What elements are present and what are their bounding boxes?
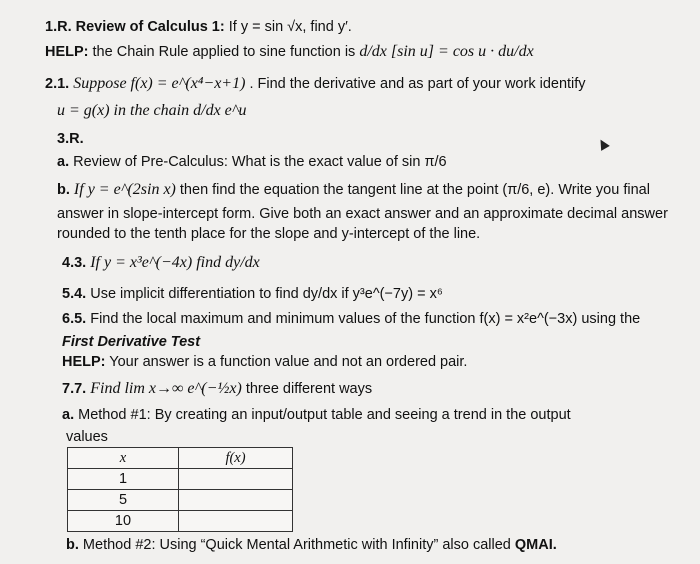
table-cell-x: 1 bbox=[68, 469, 179, 490]
help-chain-rule bbox=[45, 43, 534, 61]
first-derivative-test-label: First Derivative Test bbox=[62, 334, 201, 350]
table-cell-x: 5 bbox=[68, 490, 179, 511]
problem-text: Find the local maximum and minimum values of the function f(x) = x²e^(−3x) bbox=[90, 311, 578, 327]
table-cell-x: 10 bbox=[68, 511, 179, 532]
table-row bbox=[68, 511, 293, 532]
problem-2-1 bbox=[45, 75, 586, 93]
part-label: b. bbox=[66, 537, 79, 553]
table-cell-fx bbox=[179, 490, 293, 511]
problem-label: 2.1. bbox=[45, 76, 70, 92]
problem-label: 5.4. bbox=[62, 286, 87, 302]
help-text: the Chain Rule applied to sine function is bbox=[92, 44, 356, 60]
table-row bbox=[68, 469, 293, 490]
mouse-cursor-icon bbox=[596, 137, 610, 151]
help-function-value bbox=[62, 353, 467, 371]
problem-3r-b-line3: rounded to the tenth place for the slope and y-intercept of the line. bbox=[57, 226, 481, 242]
help-label: HELP: bbox=[45, 44, 89, 60]
problem-3r-b-line2: answer in slope-intercept form. Give both an exact answer and an approximate decimal answer bbox=[57, 206, 668, 222]
problem-text: Use implicit differentiation to find dy/dx if y³e^(−7y) = x⁶ bbox=[90, 286, 443, 302]
problem-text: If y = sin √x, find y′. bbox=[228, 19, 352, 35]
input-output-table bbox=[67, 447, 293, 532]
method-2 bbox=[66, 536, 557, 554]
function-definition: Suppose f(x) = e^(x⁴−x+1) bbox=[73, 75, 246, 92]
problem-label: 6.5. bbox=[62, 311, 87, 327]
method-text: Method #1: By creating an input/output table and seeing a trend in the output bbox=[78, 407, 571, 423]
problem-text: . Find the derivative and as part of your work identify bbox=[249, 76, 586, 92]
limit-expression: Find lim x→∞ e^(−½x) bbox=[90, 380, 242, 397]
problem-5-4 bbox=[62, 285, 443, 303]
problem-6-5 bbox=[62, 310, 640, 328]
problem-text: then find the equation the tangent line at the point (π/6, e). Write you final bbox=[179, 182, 650, 198]
problem-3r-a bbox=[57, 153, 447, 171]
part-label: b. bbox=[57, 182, 70, 198]
table-header-row bbox=[68, 448, 293, 469]
problem-text-tail: using the bbox=[581, 311, 641, 327]
problem-label: 4.3. bbox=[62, 255, 87, 271]
qmai-label: QMAI. bbox=[514, 537, 557, 553]
problem-3r-heading: 3.R. bbox=[57, 131, 84, 147]
u-equals-g-text: u = g(x) in the chain bbox=[57, 102, 190, 119]
table-row bbox=[68, 490, 293, 511]
help-text: Your answer is a function value and not an ordered pair. bbox=[109, 354, 468, 370]
part-label: a. bbox=[57, 154, 70, 170]
part-label: a. bbox=[62, 407, 75, 423]
function-definition: If y = e^(2sin x) bbox=[73, 181, 176, 198]
problem-4-3 bbox=[62, 254, 260, 272]
chain-formula: d/dx e^u bbox=[193, 102, 247, 119]
method-1 bbox=[62, 406, 571, 424]
method-text: Method #2: Using “Quick Mental Arithmetic with Infinity” also called bbox=[82, 537, 511, 553]
problem-text: Review of Pre-Calculus: What is the exact value of sin π/6 bbox=[73, 154, 447, 170]
problem-3r-b bbox=[57, 181, 650, 199]
method-1-continued: values bbox=[66, 429, 108, 445]
help-label: HELP: bbox=[62, 354, 106, 370]
problem-text: If y = x³e^(−4x) find dy/dx bbox=[90, 254, 260, 271]
table-header-x: x bbox=[68, 448, 179, 469]
problem-2-1-continued bbox=[57, 102, 247, 120]
problem-1r bbox=[45, 18, 352, 36]
table-cell-fx bbox=[179, 511, 293, 532]
table-cell-fx bbox=[179, 469, 293, 490]
chain-rule-formula: d/dx [sin u] = cos u · du/dx bbox=[359, 43, 534, 60]
problem-text: three different ways bbox=[245, 381, 373, 397]
problem-label: 1.R. Review of Calculus 1: bbox=[45, 19, 225, 35]
problem-7-7 bbox=[62, 380, 372, 398]
problem-label: 7.7. bbox=[62, 381, 87, 397]
table-header-fx: f(x) bbox=[179, 448, 293, 469]
